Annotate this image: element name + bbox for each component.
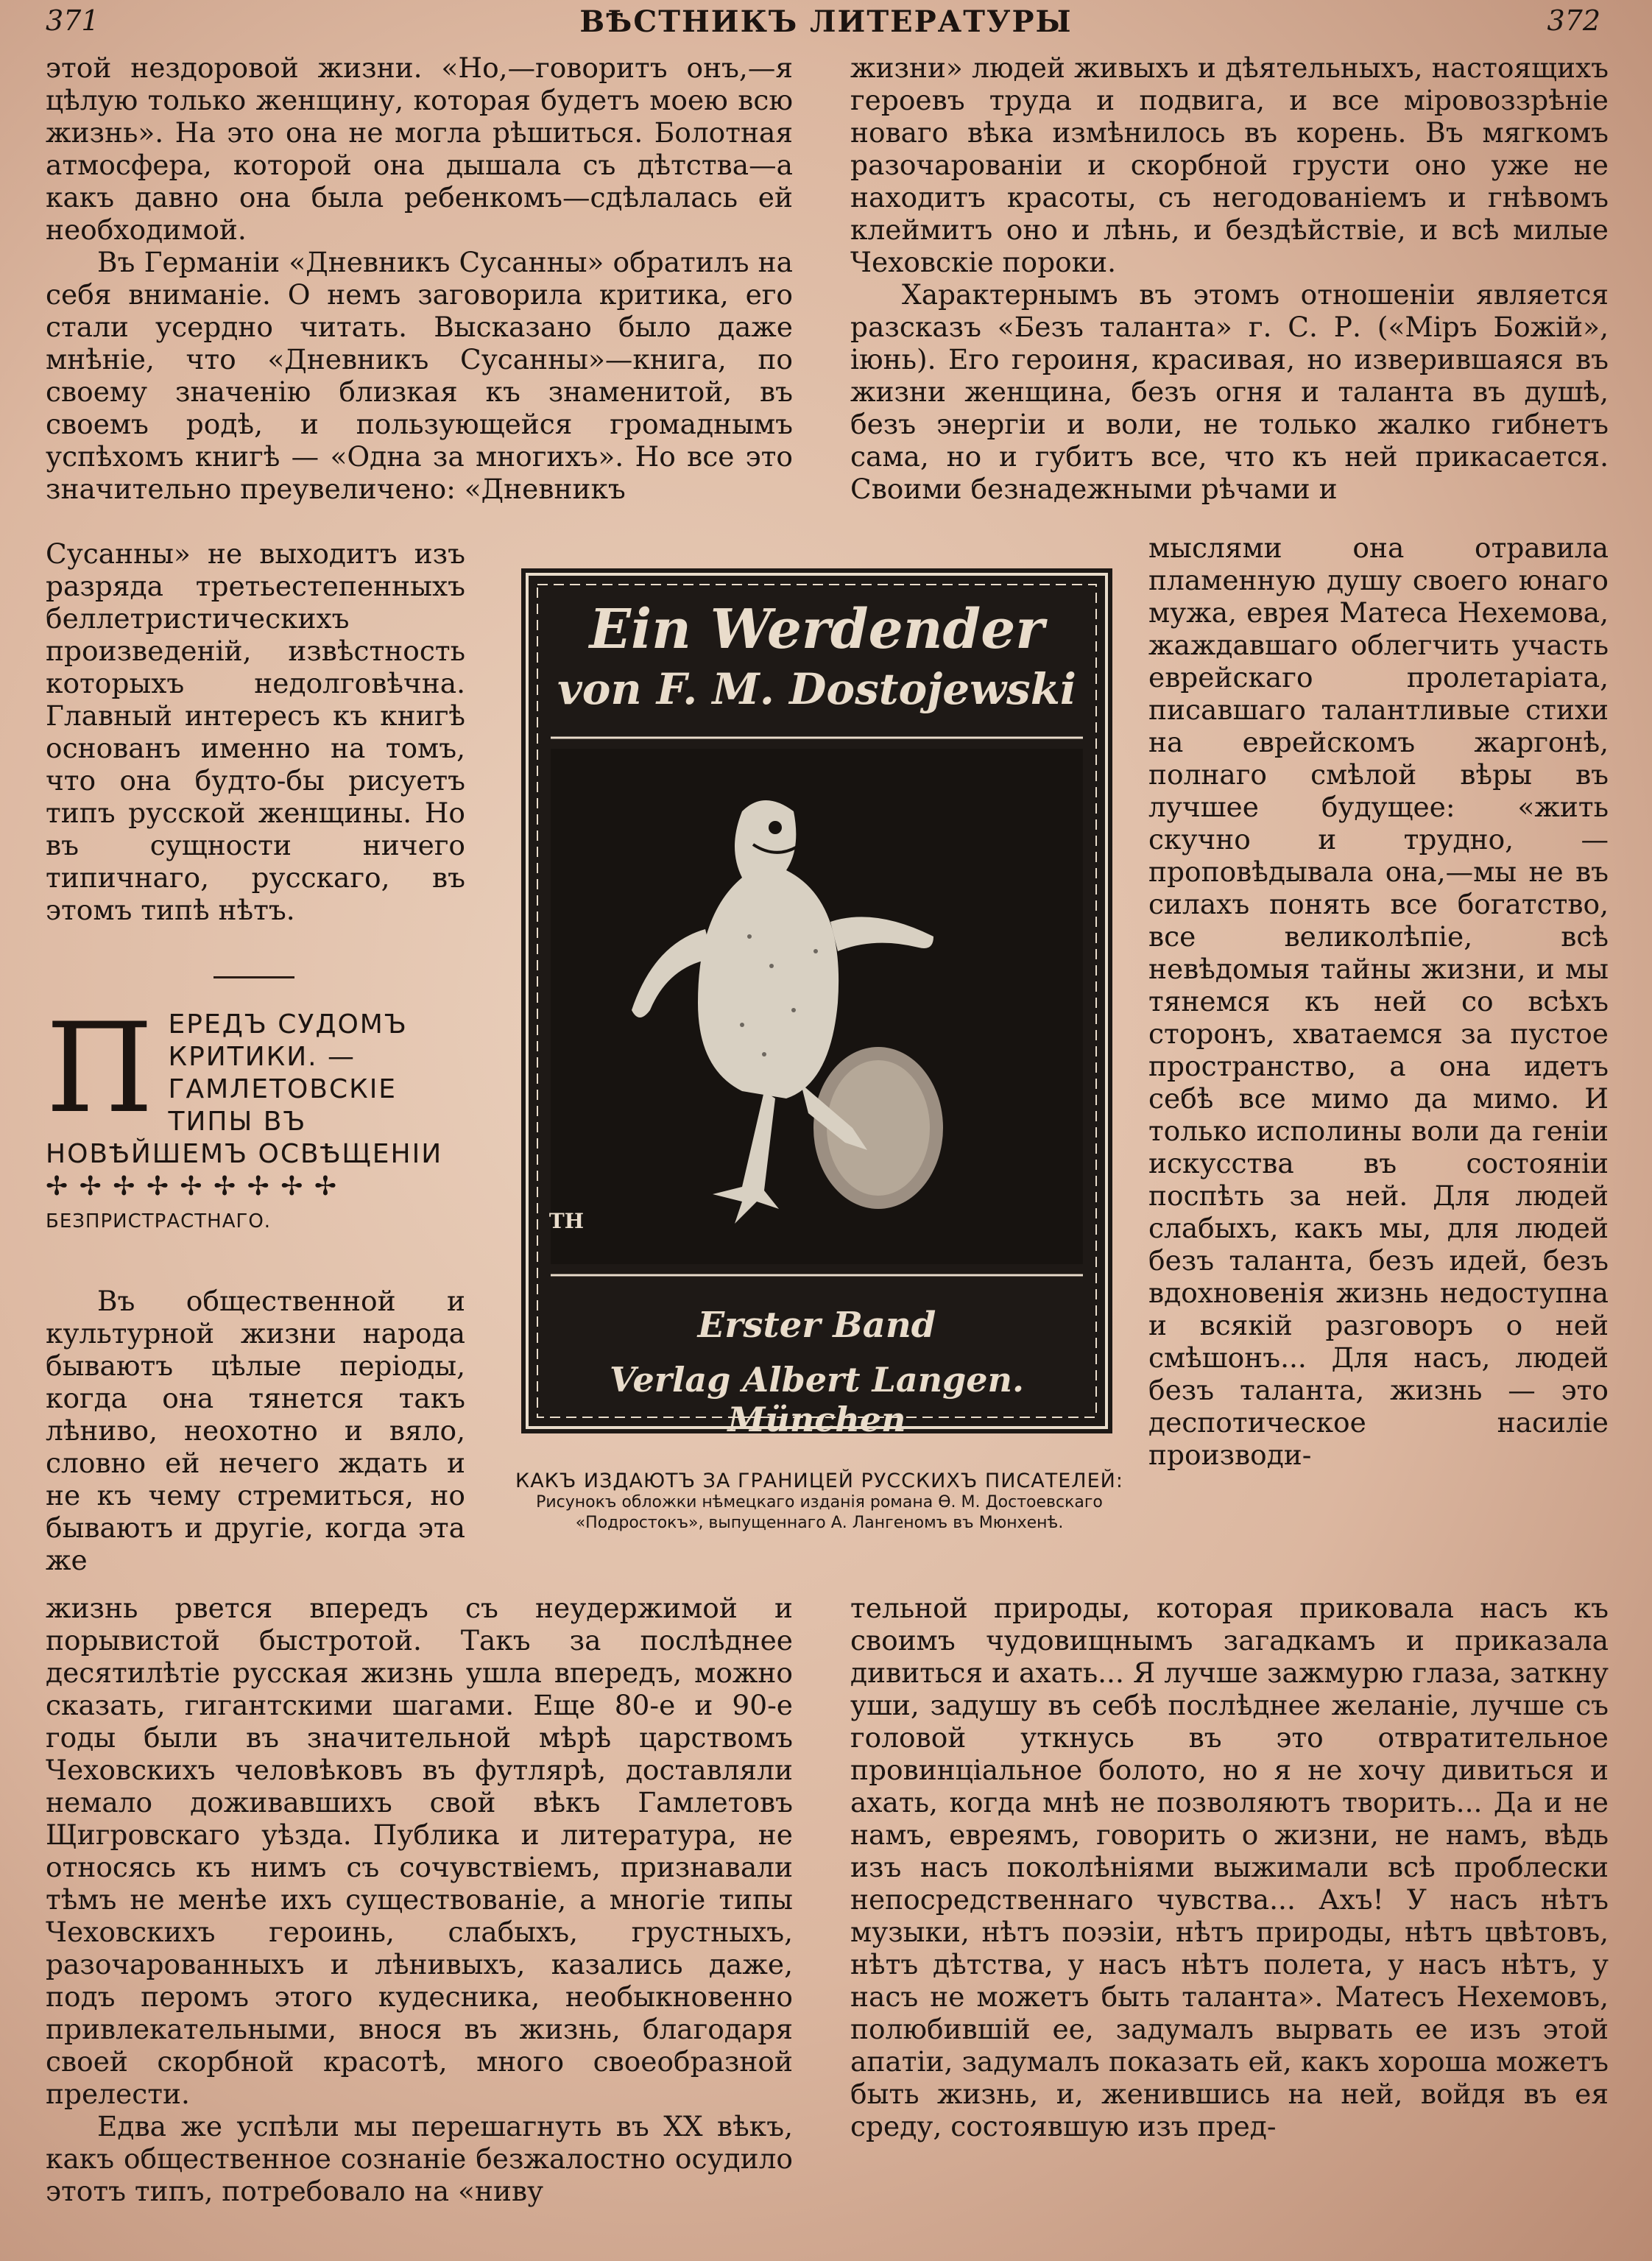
paragraph: жизни» людей живыхъ и дѣятельныхъ, настоящихъ героевъ труда и подвига, и все міровоззрѣніе новаго вѣка измѣнилось въ корень. Въ мягкомъ разочарованіи и скорбной грусти оно уже не находитъ красоты, съ негодованіемъ и гнѣвомъ клеймитъ оно и лѣнь, и бездѣйствіе, и всѣ милые Чеховскіе пороки. (850, 52, 1609, 278)
paragraph: Въ Германіи «Дневникъ Сусанны» обратилъ на себя вниманіе. О немъ заговорила критика, его стали усердно читать. Высказано было даже мнѣніе, что «Дневникъ Сусанны»—книга, по своему значенію близкая къ знаменитой, въ своемъ родѣ, и пользующейся громаднымъ успѣхомъ книгѣ — «Одна за многихъ». Но все это значительно преувеличено: «Дневникъ (46, 246, 793, 505)
caption-title: КАКЪ ИЗДАЮТЪ ЗА ГРАНИЦЕЙ РУССКИХЪ ПИСАТЕЛЕЙ: (515, 1470, 1123, 1492)
page-number-left: 371 (46, 4, 99, 37)
page-number-right: 372 (1547, 4, 1600, 37)
column-right-narrow (1148, 532, 1609, 1471)
paragraph: Характернымъ въ этомъ отношеніи является разсказъ «Безъ таланта» г. С. Р. («Міръ Божій», іюнь). Его героиня, красивая, но изверившаяся въ жизни женщина, безъ огня и таланта въ душѣ, безъ энергіи и воли, не только жалко гибнетъ сама, но и губитъ все, что къ ней прикасается. Своими безнадежными рѣчами и (850, 278, 1609, 505)
paragraph: жизнь рвется впередъ съ неудержимой и порывистой быстротой. Такъ за послѣднее десятилѣтіе русская жизнь ушла впередъ, можно сказать, гигантскими шагами. Еще 80-е и 90-е годы были въ значительной мѣрѣ царствомъ Чеховскихъ человѣковъ въ футлярѣ, доставляли немало доживавшихъ свой вѣкъ Гамлетовъ Щигровскаго уѣзда. Публика и литература, не относясь къ нимъ съ сочувствіемъ, признавали тѣмъ не менѣе ихъ существованіе, а многіе типы Чеховскихъ героинь, слабыхъ, грустныхъ, разочарованныхъ и лѣнивыхъ, казались даже, подъ перомъ этого кудесника, необыкновенно привлекательными, внося въ жизнь, благодаря своей скорбной красотѣ, много своеобразной прелести. (46, 1592, 793, 2110)
cover-volume: Erster Band (697, 1305, 936, 1346)
section-divider (213, 976, 294, 978)
paragraph: Едва же успѣли мы перешагнуть въ XX вѣкъ, какъ общественное сознаніе безжалостно осудило этотъ типъ, потребовало на «ниву (46, 2110, 793, 2207)
cover-monogram: TH (548, 1209, 585, 1233)
paragraph: Сусанны» не выходитъ изъ разряда третьестепенныхъ беллетристическихъ произведеній, извѣстность которыхъ недолговѣчна. Главный интересъ къ книгѣ основанъ именно на томъ, что она будто-бы рисуетъ типъ русской женщины. Но въ сущности ничего типичнаго, русскаго, въ этомъ типѣ нѣтъ. (46, 537, 465, 926)
paragraph: Въ общественной и культурной жизни народа бываютъ цѣлые періоды, когда она тянется такъ лѣниво, неохотно и вяло, словно ей нечего ждать и не къ чему стремиться, но бываютъ и другіе, когда эта же (46, 1285, 465, 1576)
book-cover-illustration (521, 568, 1112, 1439)
column-right-top (850, 52, 1609, 505)
paragraph: этой нездоровой жизни. «Но,—говоритъ онъ,—я цѣлую только женщину, которая будетъ моею всю жизнь». На это она не могла рѣшиться. Болотная атмосфера, которой она дышала съ дѣтства—а какъ давно она была ребенкомъ—сдѣлалась ей необходимой. (46, 52, 793, 246)
section-headline (46, 996, 465, 1238)
figure-caption (506, 1470, 1132, 1534)
caption-text: Рисунокъ обложки нѣмецкаго изданія романа Ѳ. М. Достоевскаго «Подростокъ», выпущеннаго А. Лангеномъ въ Мюнхенѣ. (536, 1493, 1103, 1532)
running-header (0, 4, 1652, 49)
paragraph: мыслями она отравила пламенную душу своего юнаго мужа, еврея Матеса Нехемова, жаждавшаго облегчить участь еврейскаго пролетаріата, писавшаго талантливые стихи на еврейскомъ жаргонѣ, полнаго смѣлой вѣры въ лучшее будущее: «жить скучно и трудно, — проповѣдывала она,—мы не въ силахъ понять все богатство, все великолѣпіе, всѣ невѣдомыя тайны жизни, и мы тянемся къ ней со всѣхъ сторонъ, хватаемся за пустое пространство, а она идетъ себѣ все мимо да мимо. И только исполины воли да геніи искусства въ состояніи поспѣть за ней. Для людей слабыхъ, какъ мы, для людей безъ таланта, безъ идей, безъ вдохновенія жизнь недоступна и всякій разговоръ о ней смѣшонъ... Для насъ, людей безъ таланта, жизнь — это деспотическое насиліе производи- (1148, 532, 1609, 1471)
column-left-bottom (46, 1592, 793, 2207)
cover-title: Ein Werdender (589, 598, 1045, 661)
column-left-narrow (46, 537, 465, 926)
journal-title: ВѢСТНИКЪ ЛИТЕРАТУРЫ (579, 4, 1073, 39)
headline-author: БЕЗПРИСТРАСТНАГО. (46, 1210, 272, 1232)
column-right-bottom (850, 1592, 1609, 2142)
drop-cap: П (46, 996, 155, 1140)
cover-author: von F. M. Dostojewski (557, 664, 1076, 714)
paragraph: тельной природы, которая приковала насъ къ своимъ чудовищнымъ загадкамъ и приказала дивиться и ахать... Я лучше зажмурю глаза, заткну уши, задушу въ себѣ послѣднее желаніе, лучше съ головой уткнусь въ это отвратительное провинціальное болото, но я не хочу дивиться и ахать, когда мнѣ не позволяютъ творить... Да и не намъ, евреямъ, говорить о жизни, не намъ, вѣдь изъ насъ поколѣніями выжимали всѣ проблески непосредственнаго чувства... Ахъ! У насъ нѣтъ музыки, нѣтъ поэзіи, нѣтъ природы, нѣтъ цвѣтовъ, нѣтъ дѣтства, у насъ нѣтъ полета, у насъ нѣтъ, у насъ не можетъ быть таланта». Матесъ Нехемовъ, полюбившій ее, задумалъ вырвать ее изъ этой апатіи, задумалъ показать ей, какъ хороша можетъ быть жизнь, и, женившись на ней, войдя въ ея среду, состоявшую изъ пред- (850, 1592, 1609, 2142)
column-left-section-start (46, 1285, 465, 1576)
headline-text: ЕРЕДЪ СУДОМЪ КРИТИКИ. — ГАМЛЕТОВСКІЕ ТИПЫ ВЪ НОВѢЙШЕМЪ ОСВѢЩЕНІИ ✢ ✢ ✢ ✢ ✢ ✢ ✢ ✢ ✢ (46, 1009, 443, 1202)
cover-publisher: Verlag Albert Langen. München (609, 1360, 1024, 1439)
column-left-top (46, 52, 793, 505)
